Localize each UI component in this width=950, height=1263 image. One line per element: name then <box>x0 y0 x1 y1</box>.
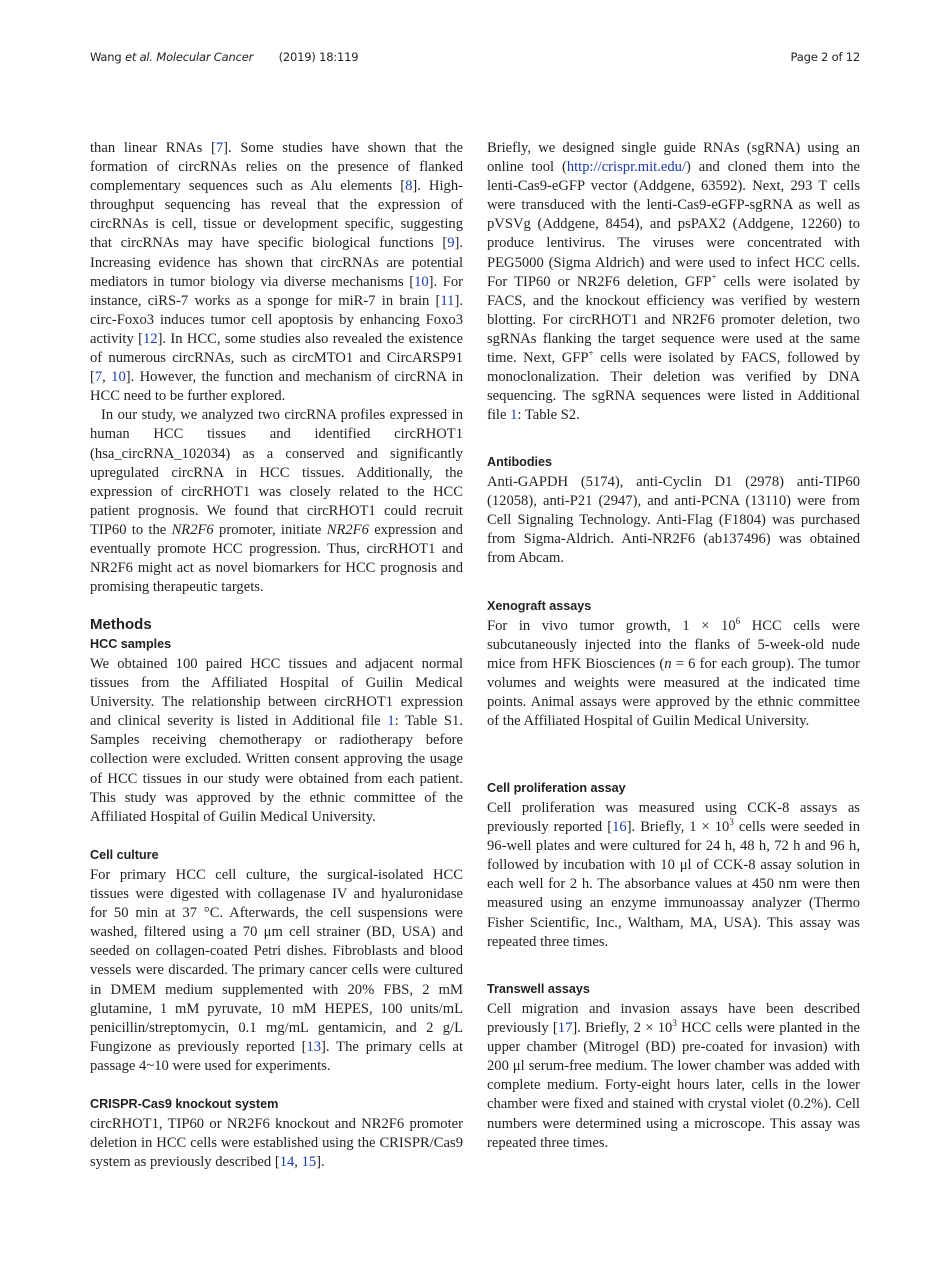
page-number: Page 2 of 12 <box>790 50 860 64</box>
citation-link[interactable]: 1 <box>387 713 395 730</box>
transwell-section <box>487 980 860 1153</box>
paragraph: We obtained 100 paired HCC tissues and adjacent normal tissues from the Affiliated Hospital of Guilin Medical University. The relationship between circRHOT1 expression and clinical severity is listed in Additional file 1: Table S1. Samples receiving chemotherapy or radiotherapy before collection were excluded. Written consent approving the usage of HCC tissues in our study were obtained from each patient. This study was approved by the ethnic committee of the Affiliated Hospital of Guilin Medical University. <box>90 656 463 825</box>
superscript: 6 <box>735 616 741 627</box>
citation-link[interactable]: 1 <box>510 407 518 424</box>
header-author: Wang <box>90 50 125 64</box>
subsection-heading: Xenograft assays <box>487 599 592 613</box>
header-citation: (2019) 18:119 <box>278 50 359 64</box>
subsection-heading: CRISPR-Cas9 knockout system <box>90 1097 279 1111</box>
italic-term: n <box>664 656 672 673</box>
paragraph: Cell proliferation was measured using CCK-8 assays as previously reported [16]. Briefly, $1 \times 10^3$ cells were seeded in 96-well plates and were cultured for 24 h, 48 h, 72 h and 96 h, followed by incubation with 10 μl of CCK-8 assay solution in each well for 2 h. The absorbance values at 450 nm were then measured using an enzyme immunoassay analyzer (Thermo Fisher Scientific, Inc., Waltham, MA, USA). This assay was repeated three times. <box>487 800 861 950</box>
superscript: + <box>588 348 594 359</box>
crispr-continued <box>487 139 860 425</box>
methods-section <box>90 615 463 827</box>
italic-term: NR2F6 <box>326 521 369 538</box>
cell-culture-section <box>90 846 463 1076</box>
subsection-heading: Cell proliferation assay <box>487 781 626 795</box>
superscript: 3 <box>729 817 734 828</box>
crispr-section <box>90 1095 463 1172</box>
paragraph: Briefly, we designed single guide RNAs (sgRNA) using an online tool (http://crispr.mit.edu/) and cloned them into the lenti-Cas9-eGFP vector (Addgene, 63592). Next, 293 T cells were transduced with the lenti-Cas9-eGFP-sgRNA as well as pVSVg (Addgene, 8454), and psPAX2 (Addgene, 12260) to produce lentivirus. The viruses were concentrated with PEG5000 (Sigma Aldrich) and were used to infect HCC cells. For TIP60 or NR2F6 deletion, GFP+ cells were isolated by FACS, and the knockout efficiency was verified by western blotting. For circRHOT1 and NR2F6 promoter deletion, two sgRNAs flanking the target sequence were used at the same time. Next, GFP+ cells were isolated by FACS, followed by monoclonalization. Their deletion was verified by DNA sequencing. The sgRNA sequences were listed in Additional file 1: Table S2. <box>487 140 860 424</box>
paragraph: In our study, we analyzed two circRNA profiles expressed in human HCC tissues and identified circRHOT1 (hsa_circRNA_102034) as a conserved and significantly upregulated circRNA in HCC tissues. Additionally, the expression of circRHOT1 was closely related to the HCC patient prognosis. We found that circRHOT1 could recruit TIP60 to the NR2F6 promoter, initiate NR2F6 expression and eventually promote HCC progression. Thus, circRHOT1 and NR2F6 might act as novel biomarkers for HCC prognosis and promising therapeutic targets. <box>90 407 463 596</box>
paragraph: Anti-GAPDH (5174), anti-Cyclin D1 (2978) anti-TIP60 (12058), anti-P21 (2947), and anti-PCNA (13110) were from Cell Signaling Technology. Anti-Flag (F1804) was purchased from Sigma-Aldrich. Anti-NR2F6 (ab137496) was obtained from Abcam. <box>487 474 860 567</box>
paragraph: For primary HCC cell culture, the surgical-isolated HCC tissues were digested with collagenase IV and hyaluronidase for 50 min at 37 °C. Afterwards, the cell suspensions were washed, filtered using a 70 μm cell strainer (BD, USA) and seeded on collagen-coated Petri dishes. Fibroblasts and blood vessels were discarded. The primary cancer cells were cultured in DMEM medium supplemented with 20% FBS, 2 mM glutamine, 1 mM pyruvate, 10 mM HEPES, 100 units/mL penicillin/streptomycin, 0.1 mg/mL gentamicin, and 2 g/L Fungizone as previously reported [13]. The primary cells at passage 4~10 were used for experiments. <box>90 867 464 1074</box>
citation-link[interactable]: 17 <box>557 1020 573 1037</box>
citation-link[interactable]: 11 <box>440 292 455 309</box>
citation-link[interactable]: 9 <box>447 235 455 252</box>
running-header <box>90 50 358 64</box>
subsection-heading: Antibodies <box>487 455 553 469</box>
citation-link[interactable]: 10 <box>111 369 126 386</box>
header-journal: Molecular Cancer <box>156 50 254 64</box>
paragraph: circRHOT1, TIP60 or NR2F6 knockout and NR2F6 promoter deletion in HCC cells were established using the CRISPR/Cas9 system as previously described [14, 15]. <box>90 1116 463 1171</box>
citation-link[interactable]: 12 <box>142 330 158 347</box>
subsection-heading: Transwell assays <box>487 982 590 996</box>
subsection-heading: Cell culture <box>90 848 159 862</box>
citation-link[interactable]: 7 <box>94 369 103 386</box>
citation-link[interactable]: 15 <box>301 1154 317 1171</box>
paragraph: than linear RNAs [7]. Some studies have shown that the formation of circRNAs relies on the presence of flanked complementary sequences such as Alu elements [8]. High-throughput sequencing has reveal that the expression of circRNAs is cell, tissue or development specific, suggesting that circRNAs may have specific biological functions [9]. Increasing evidence has shown that circRNAs are potential mediators in tumor biology via diverse mechanisms [10]. For instance, ciRS-7 works as a sponge for miR-7 in brain [11]. circ-Foxo3 induces tumor cell apoptosis by enhancing Foxo3 activity [12]. In HCC, some studies also revealed the existence of numerous circRNAs, such as circMTO1 and CircARSP91 [7, 10]. However, the function and mechanism of circRNA in HCC need to be further explored. <box>90 140 463 405</box>
italic-term: NR2F6 <box>171 521 214 538</box>
antibodies-section <box>487 453 860 568</box>
citation-link[interactable]: 14 <box>279 1154 295 1171</box>
url-link[interactable]: http://crispr.mit.edu/ <box>566 159 687 176</box>
citation-link[interactable]: 7 <box>215 140 224 156</box>
paragraph: Cell migration and invasion assays have been described previously [17]. Briefly, $2 \times 10^3$ HCC cells were planted in the upper chamber (Mitrogel (BD) pre-coated for invasion) with 200 μl serum-free medium. The lower chamber was added with complete medium. Forty-eight hours later, cells in the lower chamber were fixed and stained with crystal violet (0.2%). Cell numbers were determined using a microscope. This assay was repeated three times. <box>487 1001 860 1151</box>
intro-section <box>90 139 463 597</box>
citation-link[interactable]: 8 <box>405 178 413 195</box>
citation-link[interactable]: 13 <box>306 1038 322 1055</box>
citation-link[interactable]: 16 <box>612 819 627 836</box>
subsection-heading: HCC samples <box>90 637 172 651</box>
superscript: 3 <box>672 1018 677 1029</box>
proliferation-section <box>487 779 860 952</box>
section-heading: Methods <box>90 616 152 633</box>
citation-link[interactable]: 10 <box>414 273 429 290</box>
header-etal: et al. <box>124 50 153 64</box>
paragraph: For in vivo tumor growth, $1 \times 10^6$ HCC cells were subcutaneously injected into the flanks of 5-week-old nude mice from HFK Biosciences (n = 6 for each group). The tumor volumes and weights were measured at the indicated time points. Animal assays were approved by the ethnic committee of the Affiliated Hospital of Guilin Medical University. <box>487 616 860 730</box>
superscript: + <box>711 271 717 282</box>
xenograft-section <box>487 597 860 732</box>
